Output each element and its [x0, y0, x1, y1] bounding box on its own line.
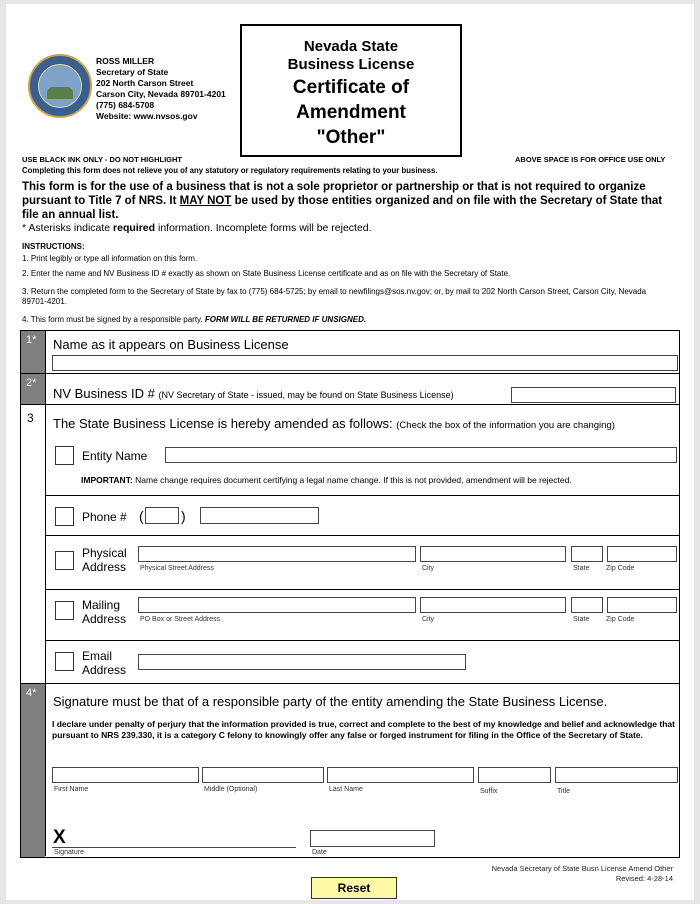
signer-title-input[interactable]: [555, 767, 678, 783]
row-divider: [45, 640, 679, 641]
physical-city-input[interactable]: [420, 546, 566, 562]
asterisk-text-a: * Asterisks indicate: [22, 222, 114, 234]
row-divider: [45, 535, 679, 536]
suffix-caption: Suffix: [480, 788, 498, 795]
physical-state-input[interactable]: [571, 546, 603, 562]
purpose-text-b: MAY NOT: [179, 195, 232, 207]
email-address-checkbox[interactable]: [55, 652, 74, 671]
signature-x-mark: X: [53, 827, 66, 848]
title-line-2: Business License: [287, 56, 415, 73]
mailing-address-checkbox[interactable]: [55, 601, 74, 620]
amend-label: [53, 416, 615, 431]
asterisk-note: [22, 222, 372, 234]
form-title-box: [240, 24, 462, 157]
form-revision-info: [492, 864, 673, 883]
last-name-caption: Last Name: [329, 786, 363, 793]
physical-label-line2: Address: [82, 560, 127, 574]
physical-city-caption: City: [422, 565, 435, 572]
business-id-label-text: NV Business ID #: [53, 386, 155, 401]
ink-notice: USE BLACK INK ONLY - DO NOT HIGHLIGHT: [22, 155, 183, 164]
phone-paren-close: ): [181, 508, 186, 524]
footer-form-name: Nevada Secretary of State Busn License Amend Other: [491, 864, 673, 873]
email-label-line2: Address: [82, 663, 127, 677]
signature-requirement-label: Signature must be that of a responsible party of the entity amending the State Business License.: [53, 694, 608, 709]
physical-state-caption: State: [573, 565, 590, 572]
phone-checkbox[interactable]: [55, 507, 74, 526]
amendment-form-table: [20, 330, 680, 858]
physical-street-input[interactable]: [138, 546, 416, 562]
section-2-number: 2*: [21, 374, 45, 404]
mailing-state-caption: State: [573, 616, 590, 623]
instruction-2: 2. Enter the name and NV Business ID # exactly as shown on State Business License certificate and as on file with the Secretary of State.: [22, 269, 511, 278]
date-caption: Date: [312, 849, 327, 856]
signature-line[interactable]: [52, 830, 296, 848]
purpose-paragraph: [22, 180, 672, 222]
purpose-text-c: be used by those entities organized and on file with the Secretary of State that file an annual list.: [22, 195, 663, 221]
business-id-label: [53, 386, 454, 401]
physical-street-caption: Physical Street Address: [140, 565, 214, 572]
instruction-3: 3. Return the completed form to the Secretary of State by fax to (775) 684-5725; by email to newfilings@sos.nv.gov; or, by mail to 202 North Carson Street, Carson City, Nevada 89701-4201.: [22, 287, 647, 306]
title-caption: Title: [557, 788, 570, 795]
business-name-input[interactable]: [52, 355, 678, 371]
instructions-heading: INSTRUCTIONS:: [22, 242, 85, 251]
physical-zip-caption: Zip Code: [606, 565, 635, 572]
signer-suffix-input[interactable]: [478, 767, 551, 783]
footer-revised-date: Revised: 4-28-14: [615, 873, 673, 883]
nevada-seal-icon: [28, 54, 92, 118]
form-page: [6, 4, 694, 900]
important-text: Name change requires document certifying a legal name change. If this is not provided, amendment will be rejected.: [132, 475, 572, 485]
title-line-1: Nevada State: [303, 38, 399, 55]
instruction-1: 1. Print legibly or type all information on this form.: [22, 254, 198, 263]
mailing-street-caption: PO Box or Street Address: [140, 616, 221, 623]
section-4-number: 4*: [21, 684, 45, 857]
business-id-input[interactable]: [511, 387, 676, 403]
mailing-state-input[interactable]: [571, 597, 603, 613]
asterisk-text-c: information. Incomplete forms will be rejected.: [155, 222, 372, 234]
reset-button[interactable]: Reset: [311, 877, 397, 899]
date-input[interactable]: [310, 830, 435, 847]
row-divider: [21, 373, 679, 374]
phone-label: Phone #: [82, 510, 127, 524]
title-line-4: Amendment: [296, 102, 406, 123]
mailing-street-input[interactable]: [138, 597, 416, 613]
row-divider: [21, 404, 679, 405]
unsigned-warning: FORM WILL BE RETURNED IF UNSIGNED.: [204, 315, 367, 324]
amend-label-text: The State Business License is hereby amended as follows:: [53, 416, 393, 431]
signer-first-name-input[interactable]: [52, 767, 199, 783]
instruction-4-text: 4. This form must be signed by a responsible party.: [22, 315, 205, 324]
phone-number-input[interactable]: [200, 507, 319, 524]
relieve-notice: Completing this form does not relieve you of any statutory or regulatory requirements relating to your business.: [22, 166, 438, 175]
first-name-caption: First Name: [54, 786, 89, 793]
middle-name-caption: Middle (Optional): [204, 786, 258, 793]
entity-name-input[interactable]: [165, 447, 677, 463]
office-use-notice: ABOVE SPACE IS FOR OFFICE USE ONLY: [515, 155, 666, 164]
office-phone: (775) 684-5708: [96, 100, 155, 110]
secretary-name: ROSS MILLER: [96, 56, 155, 66]
title-line-3: Certificate of: [292, 77, 410, 98]
purpose-text-a: This form is for the use of a business that is not a sole proprietor or partnership or that is not required to organize pursuant to Title 7 of NRS. It: [22, 181, 646, 207]
secretary-address-block: [96, 56, 226, 122]
physical-label-line1: Physical: [82, 546, 127, 560]
mailing-city-input[interactable]: [420, 597, 566, 613]
mailing-address-label: [82, 598, 126, 626]
business-name-label: Name as it appears on Business License: [53, 337, 289, 352]
phone-paren-open: (: [139, 508, 144, 524]
signer-middle-name-input[interactable]: [202, 767, 324, 783]
asterisk-text-b: required: [113, 222, 156, 234]
mailing-city-caption: City: [422, 616, 435, 623]
mailing-label-line2: Address: [82, 612, 127, 626]
mailing-zip-caption: Zip Code: [606, 616, 635, 623]
office-city: Carson City, Nevada 89701-4201: [96, 89, 226, 99]
email-address-input[interactable]: [138, 654, 466, 670]
physical-address-label: [82, 546, 127, 574]
title-line-5: "Other": [316, 127, 386, 148]
amend-note: (Check the box of the information you are changing): [396, 420, 615, 431]
office-website: Website: www.nvsos.gov: [96, 111, 198, 121]
physical-zip-input[interactable]: [607, 546, 677, 562]
signer-last-name-input[interactable]: [327, 767, 474, 783]
entity-name-checkbox[interactable]: [55, 446, 74, 465]
section-3-number: 3: [27, 411, 34, 425]
signature-caption: Signature: [54, 849, 84, 856]
mailing-zip-input[interactable]: [607, 597, 677, 613]
email-label-line1: Email: [82, 649, 113, 663]
business-id-note: (NV Secretary of State - issued, may be found on State Business License): [158, 390, 454, 400]
phone-area-code-input[interactable]: [145, 507, 179, 524]
perjury-declaration: I declare under penalty of perjury that the information provided is true, correct and complete to the best of my knowledge and belief and acknowledge that pursuant to NRS 239.330, it is a category C felony to knowingly offer any false or forged instrument for filing in the Office of the Secretary of State.: [52, 719, 675, 740]
mailing-label-line1: Mailing: [82, 598, 121, 612]
entity-name-label: Entity Name: [82, 449, 148, 463]
row-divider: [21, 683, 679, 684]
important-label: IMPORTANT:: [81, 475, 133, 485]
instruction-4: [22, 315, 366, 325]
row-divider: [45, 589, 679, 590]
important-note: [81, 475, 572, 485]
office-street: 202 North Carson Street: [96, 78, 194, 88]
secretary-title: Secretary of State: [96, 67, 169, 77]
number-column-divider: [45, 331, 46, 856]
physical-address-checkbox[interactable]: [55, 551, 74, 570]
row-divider: [45, 495, 679, 496]
section-1-number: 1*: [21, 331, 45, 373]
email-address-label: [82, 649, 126, 677]
